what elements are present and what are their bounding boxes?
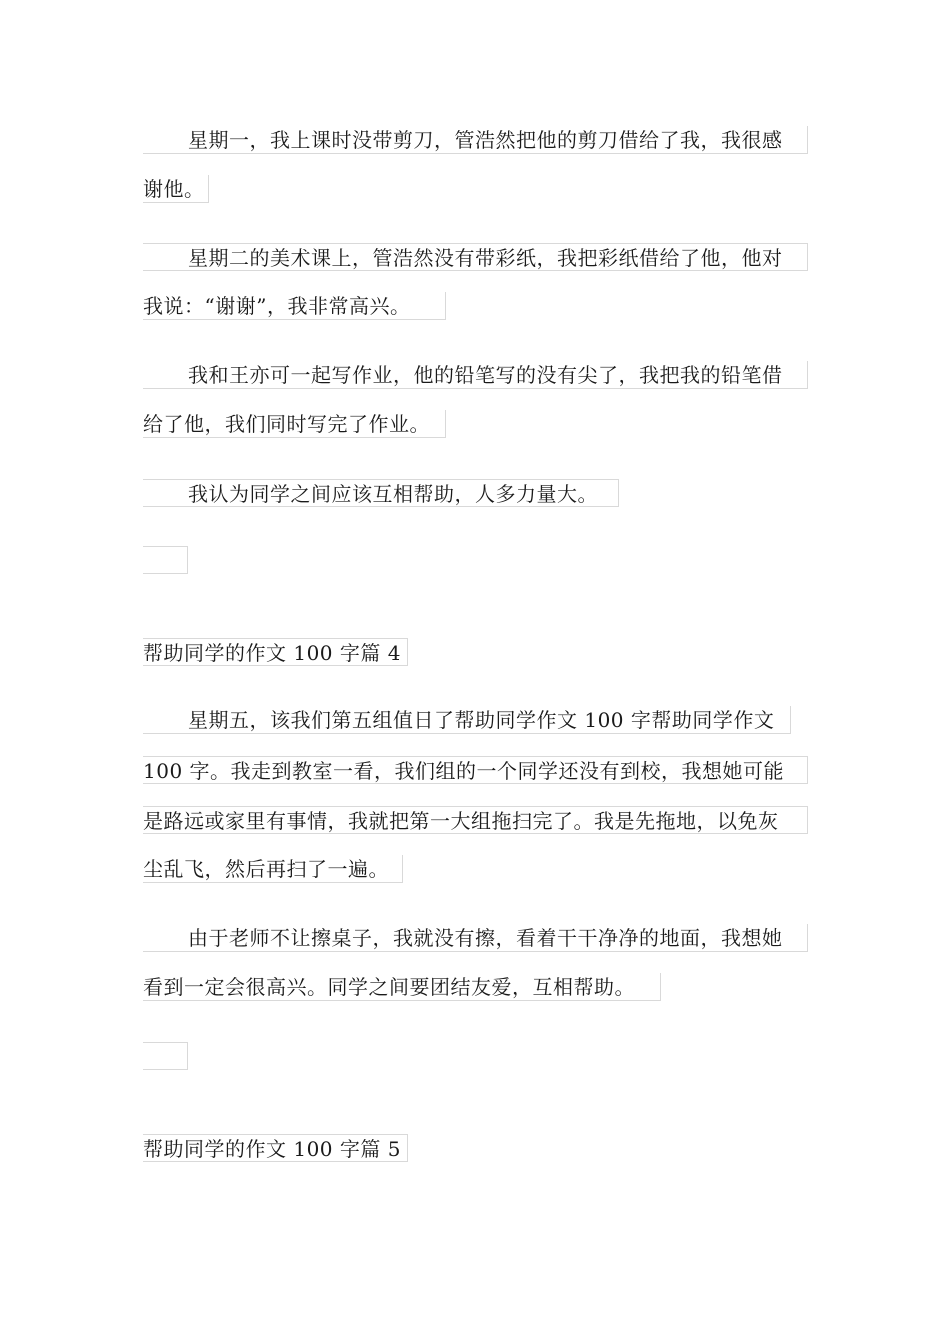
section-heading: 帮助同学的作文 100 字篇 4 [143, 638, 408, 666]
text-line: 我说：“谢谢”，我非常高兴。 [143, 292, 446, 320]
text-line: 100 字。我走到教室一看，我们组的一个同学还没有到校，我想她可能 [143, 756, 808, 784]
text-line: 看到一定会很高兴。同学之间要团结友爱，互相帮助。 [143, 973, 661, 1001]
text-line: 给了他，我们同时写完了作业。 [143, 410, 446, 438]
text-line: 星期一，我上课时没带剪刀，管浩然把他的剪刀借给了我，我很感 [143, 126, 808, 154]
text-line: 我和王亦可一起写作业，他的铅笔写的没有尖了，我把我的铅笔借 [143, 361, 808, 389]
text-line: 星期二的美术课上，管浩然没有带彩纸，我把彩纸借给了他，他对 [143, 243, 808, 271]
text-line: 我认为同学之间应该互相帮助，人多力量大。 [143, 479, 619, 507]
text-line: 尘乱飞，然后再扫了一遍。 [143, 855, 403, 883]
blank-line [143, 1042, 188, 1070]
text-line: 是路远或家里有事情，我就把第一大组拖扫完了。我是先拖地，以免灰 [143, 806, 808, 834]
text-line: 星期五，该我们第五组值日了帮助同学作文 100 字帮助同学作文 [143, 706, 791, 734]
blank-line [143, 546, 188, 574]
text-line: 谢他。 [143, 175, 209, 203]
text-line: 由于老师不让擦桌子，我就没有擦，看着干干净净的地面，我想她 [143, 924, 808, 952]
section-heading: 帮助同学的作文 100 字篇 5 [143, 1134, 408, 1162]
